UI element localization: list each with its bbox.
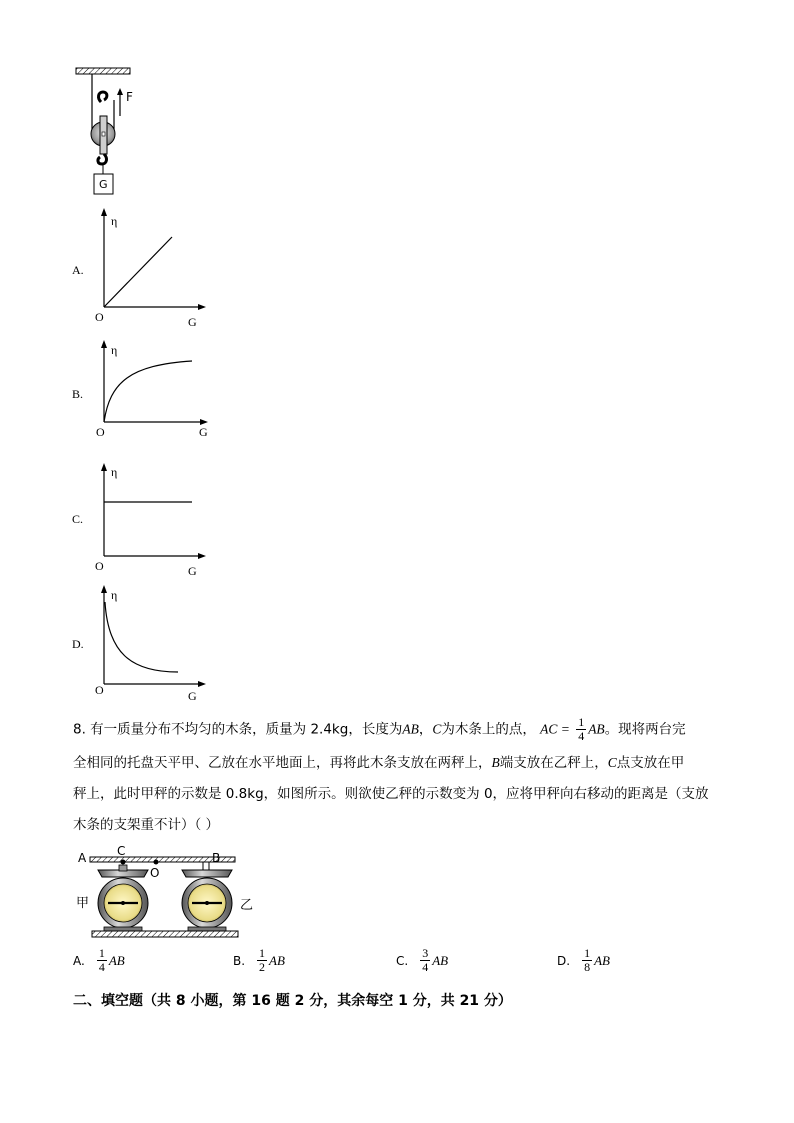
right-pan bbox=[182, 870, 232, 877]
force-label: F bbox=[126, 90, 133, 104]
choice-b[interactable]: B. $\frac{1}{2}$ AB bbox=[233, 946, 285, 974]
curve-decreasing bbox=[105, 602, 178, 672]
y-axis-label: η bbox=[111, 343, 118, 357]
option-letter: A. bbox=[72, 263, 84, 277]
weight-label: G bbox=[99, 178, 108, 191]
origin-label: O bbox=[95, 559, 104, 573]
x-axis-label: G bbox=[188, 315, 197, 329]
curve-line bbox=[104, 237, 172, 307]
choice-d[interactable]: D. $\frac{1}{8}$ AB bbox=[557, 946, 610, 974]
section-heading: 二、填空题（共 8 小题，第 16 题 2 分，其余每空 1 分，共 21 分） bbox=[73, 993, 512, 1009]
bottom-hook bbox=[98, 154, 107, 164]
label-c: C bbox=[117, 844, 126, 858]
choice-a[interactable]: A. $\frac{1}{4}$ AB bbox=[73, 946, 125, 974]
ceiling bbox=[76, 68, 130, 74]
choice-c[interactable]: C. $\frac{3}{4}$ AB bbox=[396, 946, 449, 974]
origin-label: O bbox=[96, 425, 105, 439]
origin-label: O bbox=[95, 683, 104, 697]
option-letter: B. bbox=[72, 387, 84, 401]
label-jia: 甲 bbox=[76, 896, 90, 911]
curve-saturating bbox=[104, 361, 192, 422]
option-letter: D. bbox=[72, 637, 84, 651]
label-o: O bbox=[150, 866, 160, 880]
x-axis-label: G bbox=[188, 564, 197, 578]
question-8-line-1: 8. 有一质量分布不均匀的木条，质量为 2.4kg，长度为AB，C为木条上的点， AC = $\frac{1}{4}$ AB。现将两台完 bbox=[73, 715, 686, 743]
y-axis-label: η bbox=[111, 588, 118, 602]
question-8-line-4: 木条的支架重不计）（ ） bbox=[73, 817, 220, 833]
label-a: A bbox=[78, 851, 87, 865]
y-axis-label: η bbox=[111, 214, 118, 228]
graph-option-c bbox=[70, 460, 210, 580]
x-axis-label: G bbox=[188, 689, 197, 702]
top-hook bbox=[99, 92, 107, 102]
scales-figure bbox=[70, 843, 270, 943]
graph-option-d bbox=[70, 582, 210, 702]
graph-option-a bbox=[70, 205, 210, 330]
fraction: $\frac{1}{4}$ bbox=[578, 715, 585, 743]
graph-option-b bbox=[70, 337, 210, 442]
x-axis-label: G bbox=[199, 425, 208, 439]
label-yi: 乙 bbox=[240, 898, 254, 913]
question-8-line-2: 全相同的托盘天平甲、乙放在水平地面上，再将此木条支放在两秤上，B端支放在乙秤上，C点支放在甲 bbox=[73, 755, 685, 771]
y-axis-label: η bbox=[111, 465, 118, 479]
pulley-figure bbox=[70, 64, 140, 199]
question-8-line-3: 秤上，此时甲秤的示数是 0.8kg，如图所示。则欲使乙秤的示数变为 0，应将甲秤向右移动的距离是（支放 bbox=[73, 786, 709, 802]
origin-label: O bbox=[95, 310, 104, 324]
label-b: B bbox=[212, 851, 221, 865]
option-letter: C. bbox=[72, 512, 84, 526]
ground bbox=[92, 931, 238, 937]
